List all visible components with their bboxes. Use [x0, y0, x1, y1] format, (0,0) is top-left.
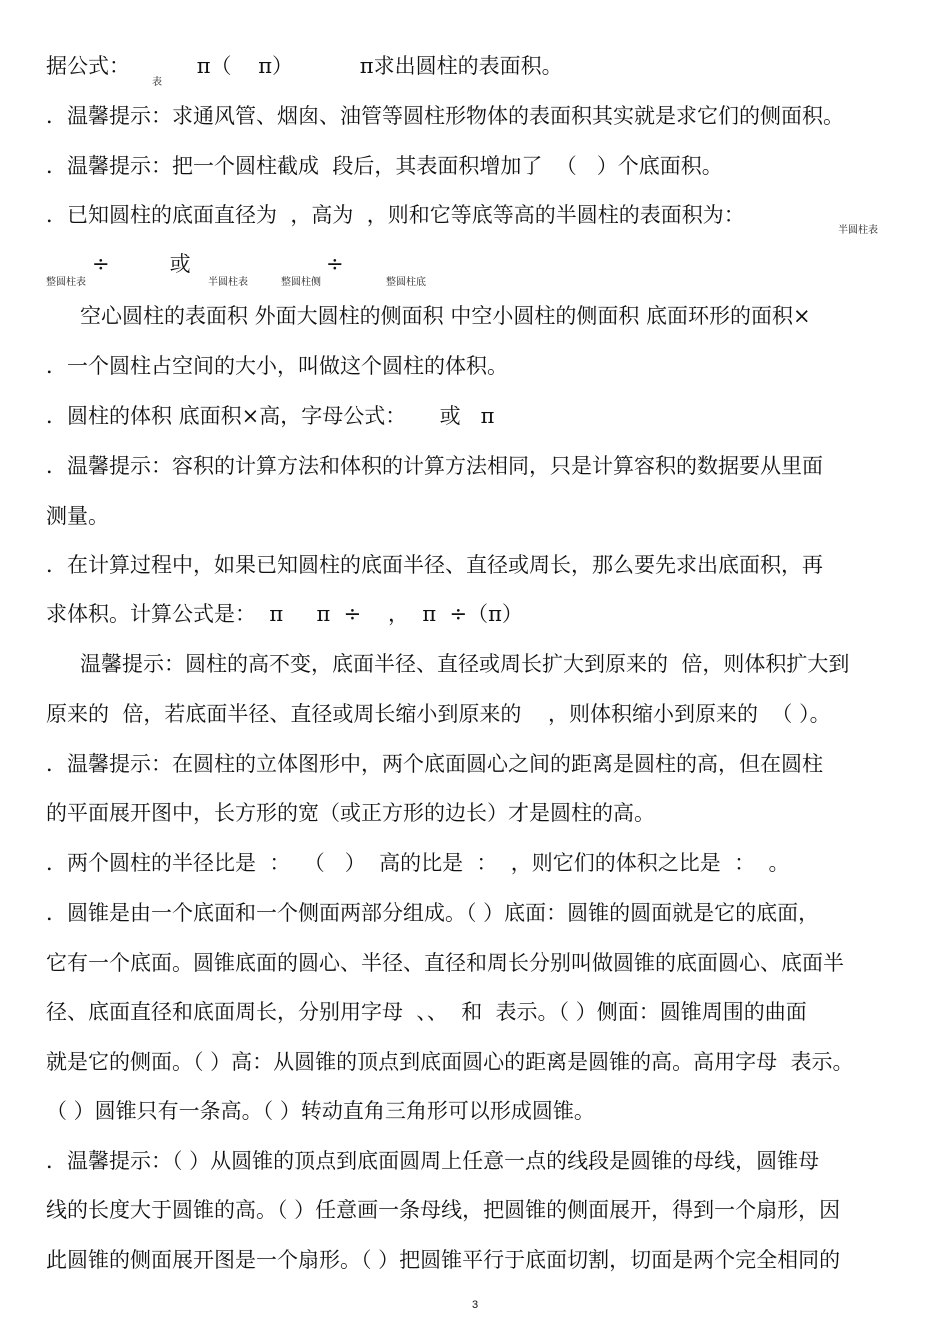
text-line: 据公式： π（ π） π求出圆柱的表面积。: [46, 54, 563, 78]
text-line: ．圆锥是由一个底面和一个侧面两部分组成。（ ）底面：圆锥的圆面就是它的底面，: [46, 901, 820, 925]
text-line: 测量。: [46, 504, 109, 528]
text-line: 温馨提示：圆柱的高不变，底面半径、直径或周长扩大到原来的 倍，则体积扩大到: [80, 652, 850, 676]
text-line: 它有一个底面。圆锥底面的圆心、半径、直径和周长分别叫做圆锥的底面圆心、底面半: [46, 951, 844, 975]
formula-line: ÷ 或: [92, 252, 191, 276]
text-line: 原来的 倍，若底面半径、直径或周长缩小到原来的 ，则体积缩小到原来的 （ ）。: [46, 702, 831, 726]
formula-line: ÷: [326, 252, 344, 276]
text-line: 径、底面直径和底面周长，分别用字母 、、 和 表示。（ ）侧面：圆锥周围的曲面: [46, 1000, 807, 1024]
text-line: 的平面展开图中，长方形的宽（或正方形的边长）才是圆柱的高。: [46, 801, 655, 825]
text-line: ．一个圆柱占空间的大小，叫做这个圆柱的体积。: [46, 354, 508, 378]
text-line: 就是它的侧面。（ ）高：从圆锥的顶点到底面圆心的距离是圆锥的高。高用字母 表示。: [46, 1050, 854, 1074]
text-line: 求体积。计算公式是： π π ÷ ， π ÷（π）: [46, 602, 523, 626]
text-line: ．温馨提示：（ ）从圆锥的顶点到底面圆周上任意一点的线段是圆锥的母线，圆锥母: [46, 1149, 820, 1173]
text-line: ．圆柱的体积 底面积×高，字母公式： 或 π: [46, 404, 495, 428]
page-number: 3: [471, 1299, 479, 1311]
subscript: 整圆柱表: [46, 277, 86, 288]
text-line: ．已知圆柱的底面直径为 ，高为 ，则和它等底等高的半圆柱的表面积为：: [46, 203, 745, 227]
subscript: 半圆柱表: [838, 225, 878, 236]
text-line: ．两个圆柱的半径比是 ： （ ） 高的比是 ： ，则它们的体积之比是 ： 。: [46, 851, 790, 875]
text-line: ．在计算过程中，如果已知圆柱的底面半径、直径或周长，那么要先求出底面积，再: [46, 553, 823, 577]
subscript: 半圆柱表: [208, 277, 248, 288]
subscript: 整圆柱侧: [281, 277, 321, 288]
text-line: ．温馨提示：把一个圆柱截成 段后，其表面积增加了 （ ）个底面积。: [46, 154, 723, 178]
text-line: ．温馨提示：求通风管、烟囱、油管等圆柱形物体的表面积其实就是求它们的侧面积。: [46, 104, 844, 128]
text-line: ．温馨提示：在圆柱的立体图形中，两个底面圆心之间的距离是圆柱的高，但在圆柱: [46, 752, 823, 776]
text-line: 此圆锥的侧面展开图是一个扇形。（ ）把圆锥平行于底面切割，切面是两个完全相同的: [46, 1248, 841, 1272]
text-line: （ ）圆锥只有一条高。（ ）转动直角三角形可以形成圆锥。: [46, 1099, 595, 1123]
text-line: 线的长度大于圆锥的高。（ ）任意画一条母线，把圆锥的侧面展开，得到一个扇形，因: [46, 1198, 841, 1222]
text-line: 空心圆柱的表面积 外面大圆柱的侧面积 中空小圆柱的侧面积 底面环形的面积×: [80, 304, 811, 328]
subscript: 表: [152, 77, 162, 88]
subscript: 整圆柱底: [386, 277, 426, 288]
text-line: ．温馨提示：容积的计算方法和体积的计算方法相同，只是计算容积的数据要从里面: [46, 454, 823, 478]
